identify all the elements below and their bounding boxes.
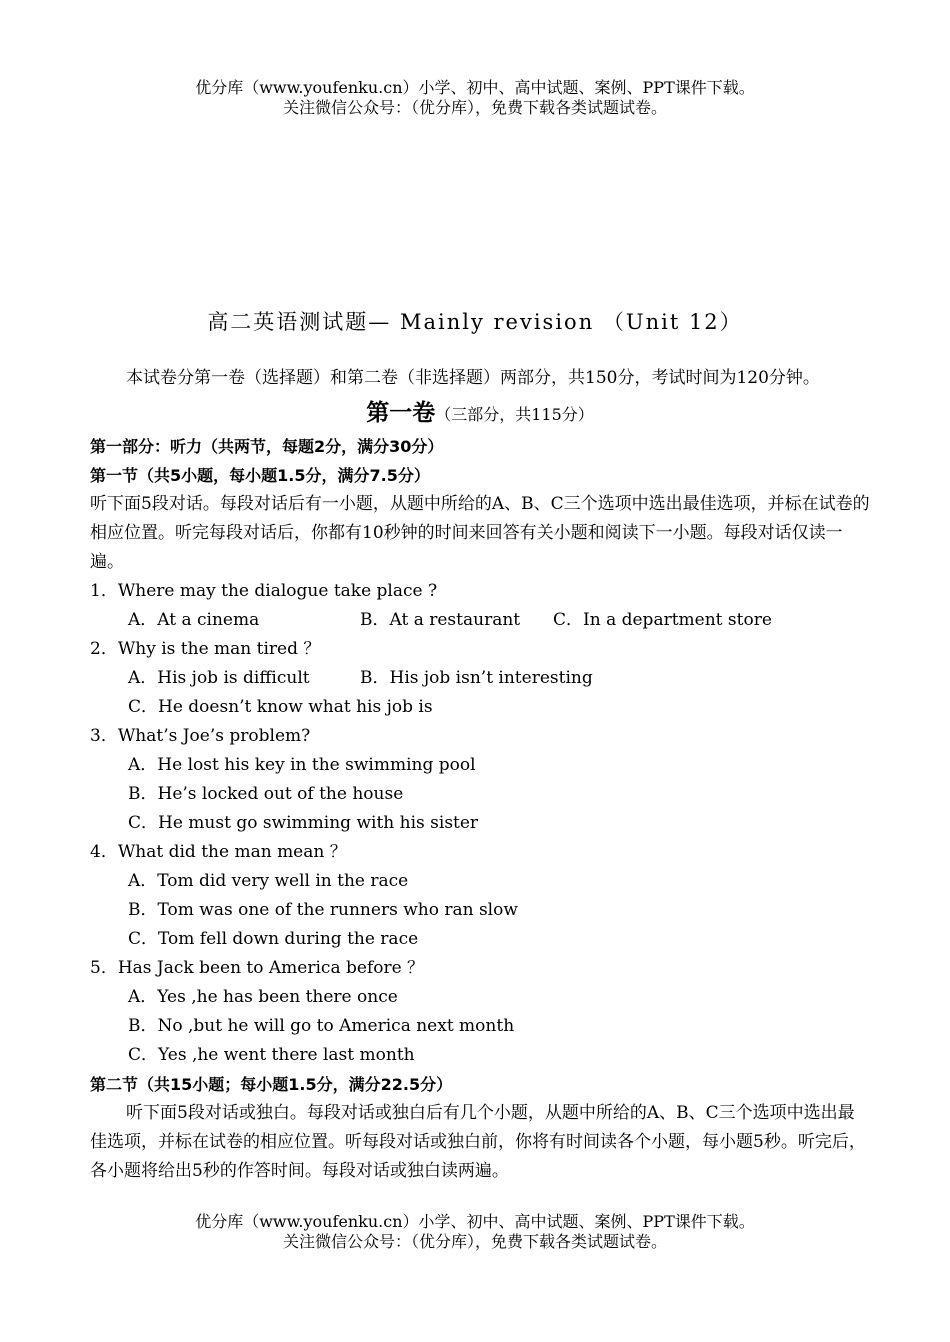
section-2-instructions: 听下面5段对话或独白。每段对话或独白后有几个小题，从题中所给的A、B、C三个选项中选出最佳选项，并标在试卷的相应位置。听每段对话或独白前，你将有时间读各个小题，每小题5秒。听完后，各小题将给出5秒的作答时间。每段对话或独白读两遍。 <box>90 1103 866 1181</box>
page-footer <box>0 1212 950 1252</box>
option-a: A．His job is difficult <box>128 668 310 688</box>
page-header <box>0 78 950 118</box>
exam-body <box>90 364 870 1186</box>
section-1-instructions: 听下面5段对话。每段对话后有一小题，从题中所给的A、B、C三个选项中选出最佳选项，并标在试卷的相应位置。听完每段对话后，你都有10秒钟的时间来回答有关小题和阅读下一小题。每段对话仅读一遍。 <box>90 494 870 572</box>
footer-line-1: 优分库（www.youfenku.cn）小学、初中、高中试题、案例、PPT课件下载。 <box>195 1212 755 1231</box>
question-stem: 3．What’s Joe’s problem? <box>90 726 311 746</box>
header-line-1: 优分库（www.youfenku.cn）小学、初中、高中试题、案例、PPT课件下载。 <box>195 78 755 97</box>
header-line-2: 关注微信公众号：（优分库），免费下载各类试题试卷。 <box>282 98 667 117</box>
question-stem: 1．Where may the dialogue take place ? <box>90 581 438 601</box>
part-1-heading: 第一部分：听力（共两节，每题2分，满分30分） <box>90 437 444 456</box>
question-stem: 2．Why is the man tired ？ <box>90 639 321 659</box>
option-b: B．No ,but he will go to America next month <box>128 1016 515 1036</box>
option-b: B．Tom was one of the runners who ran slow <box>128 900 518 920</box>
volume-1-heading <box>90 396 870 432</box>
option-a: A．He lost his key in the swimming pool <box>128 755 476 775</box>
option-c: C．In a department store <box>553 610 772 630</box>
section-1-heading: 第一节（共5小题，每小题1.5分，满分7.5分） <box>90 466 430 485</box>
question-options <box>90 606 870 635</box>
question-options <box>90 693 870 722</box>
question-stem: 4．What did the man mean ？ <box>90 842 347 862</box>
option-c: C．Yes ,he went there last month <box>128 1045 415 1065</box>
option-c: C．He must go swimming with his sister <box>128 813 479 833</box>
question-options <box>90 664 870 693</box>
section-2-heading: 第二节（共15小题；每小题1.5分，满分22.5分） <box>90 1075 453 1094</box>
option-b: B．His job isn’t interesting <box>360 668 593 688</box>
option-c: C．He doesn’t know what his job is <box>128 697 433 717</box>
option-c: C．Tom fell down during the race <box>128 929 419 949</box>
exam-title: 高二英语测试题— Mainly revision （Unit 12） <box>207 310 743 334</box>
option-b: B．At a restaurant <box>360 610 521 630</box>
option-a: A．At a cinema <box>128 610 260 630</box>
option-a: A．Yes ,he has been there once <box>128 987 398 1007</box>
question-stem: 5．Has Jack been to America before ？ <box>90 958 425 978</box>
option-a: A．Tom did very well in the race <box>128 871 409 891</box>
footer-line-2: 关注微信公众号：（优分库），免费下载各类试题试卷。 <box>282 1232 667 1251</box>
option-b: B．He’s locked out of the house <box>128 784 404 804</box>
volume-1-title: 第一卷 <box>366 399 436 426</box>
exam-intro: 本试卷分第一卷（选择题）和第二卷（非选择题）两部分，共150分，考试时间为120分钟。 <box>126 368 820 388</box>
volume-1-subtitle: （三部分，共115分） <box>435 405 594 424</box>
